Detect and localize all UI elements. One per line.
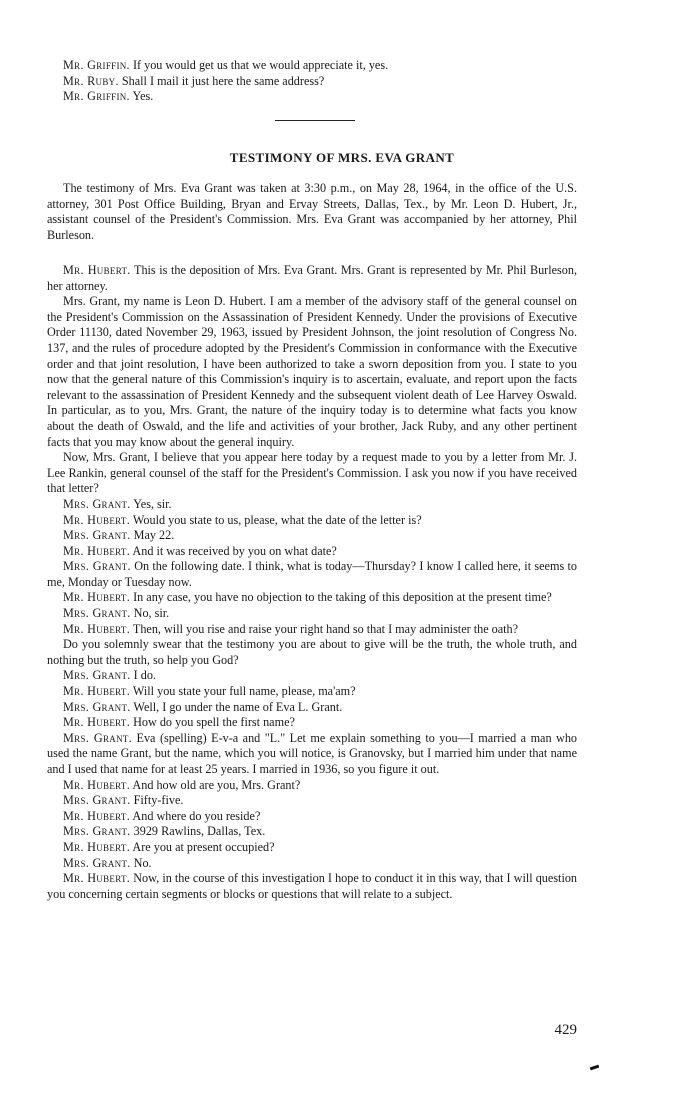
speech: And it was received by you on what date? bbox=[132, 543, 337, 558]
speech: Shall I mail it just here the same address? bbox=[121, 73, 325, 88]
speaker: Mr. Hubert. bbox=[63, 621, 131, 636]
testimony-paragraph bbox=[47, 590, 577, 606]
speech: May 22. bbox=[133, 528, 175, 543]
testimony-paragraph bbox=[47, 700, 577, 716]
page-number: 429 bbox=[554, 1022, 577, 1038]
speaker: Mr. Hubert. bbox=[63, 777, 131, 792]
testimony-paragraph bbox=[47, 809, 577, 825]
speaker: Mrs. Grant. bbox=[63, 496, 131, 511]
testimony-paragraph bbox=[47, 840, 577, 856]
speech: And how old are you, Mrs. Grant? bbox=[132, 777, 301, 792]
testimony-paragraph bbox=[47, 871, 577, 902]
dialogue-line bbox=[47, 58, 577, 74]
testimony-paragraph bbox=[47, 528, 577, 544]
testimony-paragraph bbox=[47, 715, 577, 731]
speaker: Mrs. Grant. bbox=[63, 730, 133, 745]
speech: Now, Mrs. Grant, I believe that you appear here today by a request made to you by a letter from Mr. J. Lee Rankin, general counsel of the staff for the President's Commission. I ask you now if you have received that letter? bbox=[47, 450, 577, 496]
speaker: Mr. Hubert. bbox=[63, 512, 131, 527]
top-dialogue bbox=[47, 58, 577, 105]
testimony-paragraph bbox=[47, 731, 577, 778]
speech: And where do you reside? bbox=[132, 808, 261, 823]
speech: No, sir. bbox=[133, 606, 170, 621]
speech: If you would get us that we would appreciate it, yes. bbox=[132, 58, 389, 72]
testimony-paragraph bbox=[47, 668, 577, 684]
testimony-paragraph bbox=[47, 622, 577, 638]
testimony-body bbox=[47, 263, 577, 902]
testimony-paragraph bbox=[47, 637, 577, 668]
speaker: Mr. Hubert. bbox=[63, 263, 131, 277]
testimony-paragraph bbox=[47, 544, 577, 560]
speaker: Mrs. Grant. bbox=[63, 793, 131, 808]
speech: 3929 Rawlins, Dallas, Tex. bbox=[133, 824, 266, 839]
speaker: Mrs. Grant. bbox=[63, 855, 131, 870]
speech: Yes, sir. bbox=[133, 496, 172, 511]
speaker: Mr. Hubert. bbox=[63, 808, 131, 823]
speaker: Mr. Griffin. bbox=[63, 58, 130, 72]
speaker: Mr. Hubert. bbox=[63, 543, 131, 558]
speaker: Mrs. Grant. bbox=[63, 699, 131, 714]
speaker: Mrs. Grant. bbox=[63, 559, 131, 574]
speaker: Mrs. Grant. bbox=[63, 606, 131, 621]
testimony-paragraph bbox=[47, 513, 577, 529]
section-divider bbox=[275, 120, 355, 121]
speech: Now, in the course of this investigation I hope to conduct it in this way, that I will question you concerning certain segments or blocks or questions that will relate to a subject. bbox=[47, 871, 578, 901]
testimony-paragraph bbox=[47, 856, 577, 872]
speech: This is the deposition of Mrs. Eva Grant. Mrs. Grant is represented by Mr. Phil Burleson, her attorney. bbox=[47, 263, 577, 293]
speaker: Mr. Ruby. bbox=[63, 73, 119, 88]
dialogue-line bbox=[47, 74, 577, 90]
testimony-paragraph bbox=[47, 606, 577, 622]
speech: On the following date. I think, what is today—Thursday? I know I called here, it seems to me, Monday or Tuesday now. bbox=[47, 559, 577, 589]
speaker: Mrs. Grant. bbox=[63, 824, 131, 839]
intro-text: The testimony of Mrs. Eva Grant was taken at 3:30 p.m., on May 28, 1964, in the office of the U.S. attorney, 301 Post Office Building, Bryan and Ervay Streets, Dallas, Tex., by Mr. Leon D. Hubert, Jr., assistant counsel of the President's Commission. Mrs. Eva Grant was accompanied by her attorney, Phil Burleson. bbox=[47, 181, 577, 242]
speaker: Mr. Hubert. bbox=[63, 684, 131, 699]
speech: Well, I go under the name of Eva L. Grant. bbox=[133, 699, 343, 714]
speech: Then, will you rise and raise your right hand so that I may administer the oath? bbox=[132, 621, 519, 636]
intro-paragraph bbox=[47, 181, 577, 243]
testimony-paragraph bbox=[47, 824, 577, 840]
speech: How do you spell the first name? bbox=[133, 715, 295, 730]
section-title: TESTIMONY OF MRS. EVA GRANT bbox=[229, 150, 455, 165]
speech: No. bbox=[133, 855, 152, 870]
speech: I do. bbox=[133, 668, 156, 683]
testimony-paragraph bbox=[47, 778, 577, 794]
speech: Mrs. Grant, my name is Leon D. Hubert. I am a member of the advisory staff of the general counsel on the President's Commission on the Assassination of President Kennedy. Under the provisions of Executive Order 11130, dated November 29, 1963, issued by President Johnson, the joint resolution of Congress No. 137, and the rules of procedure adopted by the President's Commission in conformance with the Executive order and that joint resolution, I have been authorized to take a sworn deposition from you. I state to you now that the general nature of this Commission's inquiry is to ascertain, evaluate, and report upon the facts relevant to the assassination of President Kennedy and the subsequent violent death of Lee Harvey Oswald. In particular, as to you, Mrs. Grant, the nature of the inquiry today is to determine what facts you know about the death of Oswald, and the life and activities of your brother, Jack Ruby, and any other pertinent facts that you may know about the general inquiry. bbox=[47, 294, 577, 449]
testimony-paragraph bbox=[47, 793, 577, 809]
speech: Are you at present occupied? bbox=[132, 839, 275, 854]
testimony-paragraph bbox=[47, 497, 577, 513]
speech: In any case, you have no objection to the taking of this deposition at the present time? bbox=[133, 590, 552, 605]
speaker: Mr. Hubert. bbox=[63, 590, 131, 605]
speaker: Mrs. Grant. bbox=[63, 528, 131, 543]
testimony-paragraph bbox=[47, 684, 577, 700]
speech: Yes. bbox=[132, 89, 154, 104]
testimony-paragraph bbox=[47, 559, 577, 590]
speaker: Mr. Griffin. bbox=[63, 89, 130, 104]
testimony-paragraph bbox=[47, 263, 577, 294]
dialogue-line bbox=[47, 89, 577, 105]
speaker: Mrs. Grant. bbox=[63, 668, 131, 683]
speech: Will you state your full name, please, ma'am? bbox=[132, 684, 356, 699]
testimony-paragraph bbox=[47, 450, 577, 497]
speech: Would you state to us, please, what the date of the letter is? bbox=[132, 512, 422, 527]
speaker: Mr. Hubert. bbox=[63, 871, 131, 886]
speech: Eva (spelling) E-v-a and "L." Let me explain something to you—I married a man who used the name Grant, but the name, which you will notice, is Granovsky, but I married him under that name and I used that name for at least 25 years. I married in 1936, so you figure it out. bbox=[47, 730, 578, 776]
speech: Do you solemnly swear that the testimony you are about to give will be the truth, the whole truth, and nothing but the truth, so help you God? bbox=[47, 637, 577, 667]
testimony-paragraph bbox=[47, 294, 577, 450]
speaker: Mr. Hubert. bbox=[63, 839, 131, 854]
ink-mark bbox=[590, 1065, 599, 1071]
speech: Fifty-five. bbox=[133, 793, 184, 808]
speaker: Mr. Hubert. bbox=[63, 715, 131, 730]
